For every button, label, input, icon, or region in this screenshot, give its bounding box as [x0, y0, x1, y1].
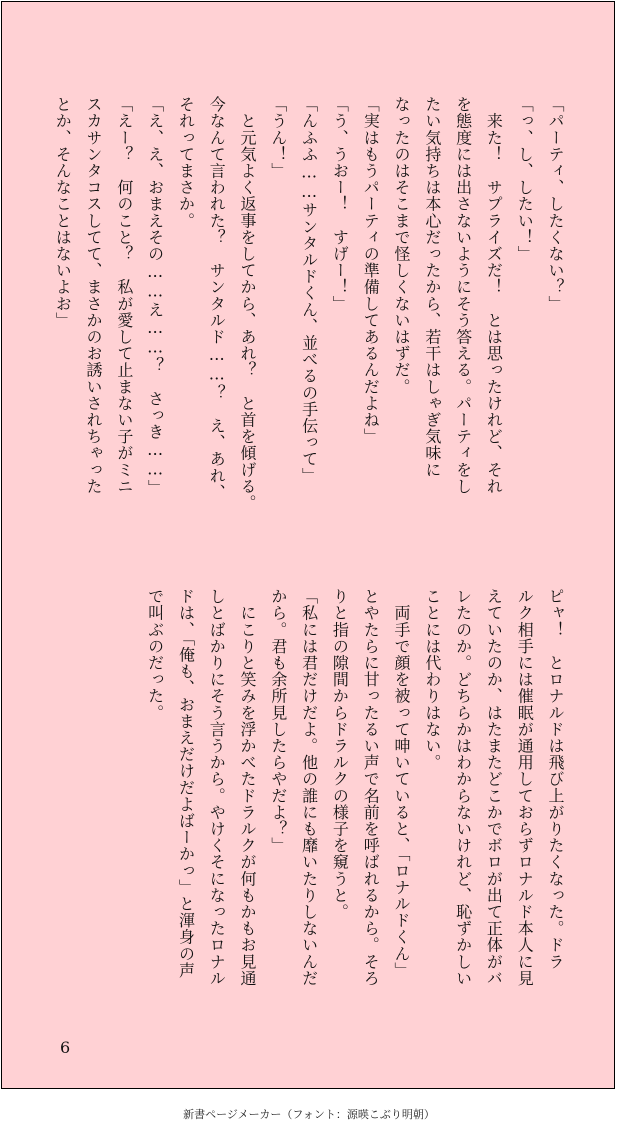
text-line: と元気よく返事をしてから、あれ？ と首を傾げる。 — [238, 96, 258, 511]
text-line: 来た！ サプライズだ！ とは思ったけれど、それ — [484, 96, 504, 495]
text-line: 「実はもうパーティの準備してあるんだよね」 — [361, 96, 381, 445]
text-line: ピャ！ とロナルドは飛び上がりたくなった。ドラ — [546, 588, 565, 970]
text-line: なったのはそこまで怪しくないはずだ。 — [392, 96, 412, 395]
text-line: 今なんて言われた？ サンタルド……？ え、あれ、 — [207, 96, 227, 501]
upper-text-block — [46, 96, 570, 536]
text-line: から。君も余所見したらやだよ？」 — [268, 588, 288, 854]
text-line: ことには代わりはない。 — [422, 588, 442, 771]
text-line: 「えー？ 何のこと？ 私が愛して止まない子がミニ — [114, 96, 134, 495]
text-line: 「え、え、おまえその……え……？ さっき……」 — [145, 96, 165, 496]
lower-text-block — [139, 588, 570, 1028]
text-line: 「っ、し、したい！」 — [515, 96, 535, 262]
text-line: しとばかりにそう言うから。やけくそになったロナル — [207, 588, 227, 987]
text-line: ドは、「俺も、おまえだけだよばーかっ」と渾身の声 — [176, 588, 196, 979]
text-line: にこりと笑みを浮かべたドラルクが何もかもお見通 — [238, 588, 258, 987]
text-line: 「うん！」 — [268, 96, 288, 179]
text-line: 「んふふ……サンタルドくん、並べるの手伝って」 — [299, 96, 319, 484]
page-number: 6 — [60, 1038, 71, 1057]
text-line: 「私には君だけだよ。他の誰にも靡いたりしないんだ — [299, 588, 319, 987]
text-line: りと指の隙間からドラルクの様子を窺うと。 — [330, 588, 350, 920]
text-line: えていたのか、はたまたどこかでボロが出て正体がバ — [484, 588, 504, 987]
text-line: 「パーティ、したくない？」 — [546, 96, 565, 312]
footer-credit: 新書ページメーカー（フォント：源暎こぶり明朝） — [183, 1108, 435, 1121]
text-line: 両手で顔を被って呻いていると、「ロナルドくん」 — [392, 588, 412, 979]
text-line: とやたらに甘ったるい声で名前を呼ばれるから。そろ — [361, 588, 381, 987]
book-page — [1, 1, 615, 1089]
text-line: たい気持ちは本心だったから、若干はしゃぎ気味に — [422, 96, 442, 478]
text-line: レたのか。どちらかはわからないけれど、恥ずかしい — [453, 588, 473, 987]
text-line: を態度には出さないようにそう答える。パーティをし — [453, 96, 473, 495]
text-line: それってまさか。 — [176, 96, 196, 229]
text-line: で叫ぶのだった。 — [145, 588, 165, 721]
text-line: スカサンタコスしてて、まさかのお誘いされちゃった — [84, 96, 104, 495]
text-line: 「う、うおー！ すげー！」 — [330, 96, 350, 312]
text-line: とか、そんなことはないよお」 — [53, 96, 73, 329]
text-line: ルク相手には催眠が通用しておらずロナルド本人に見 — [515, 588, 535, 987]
